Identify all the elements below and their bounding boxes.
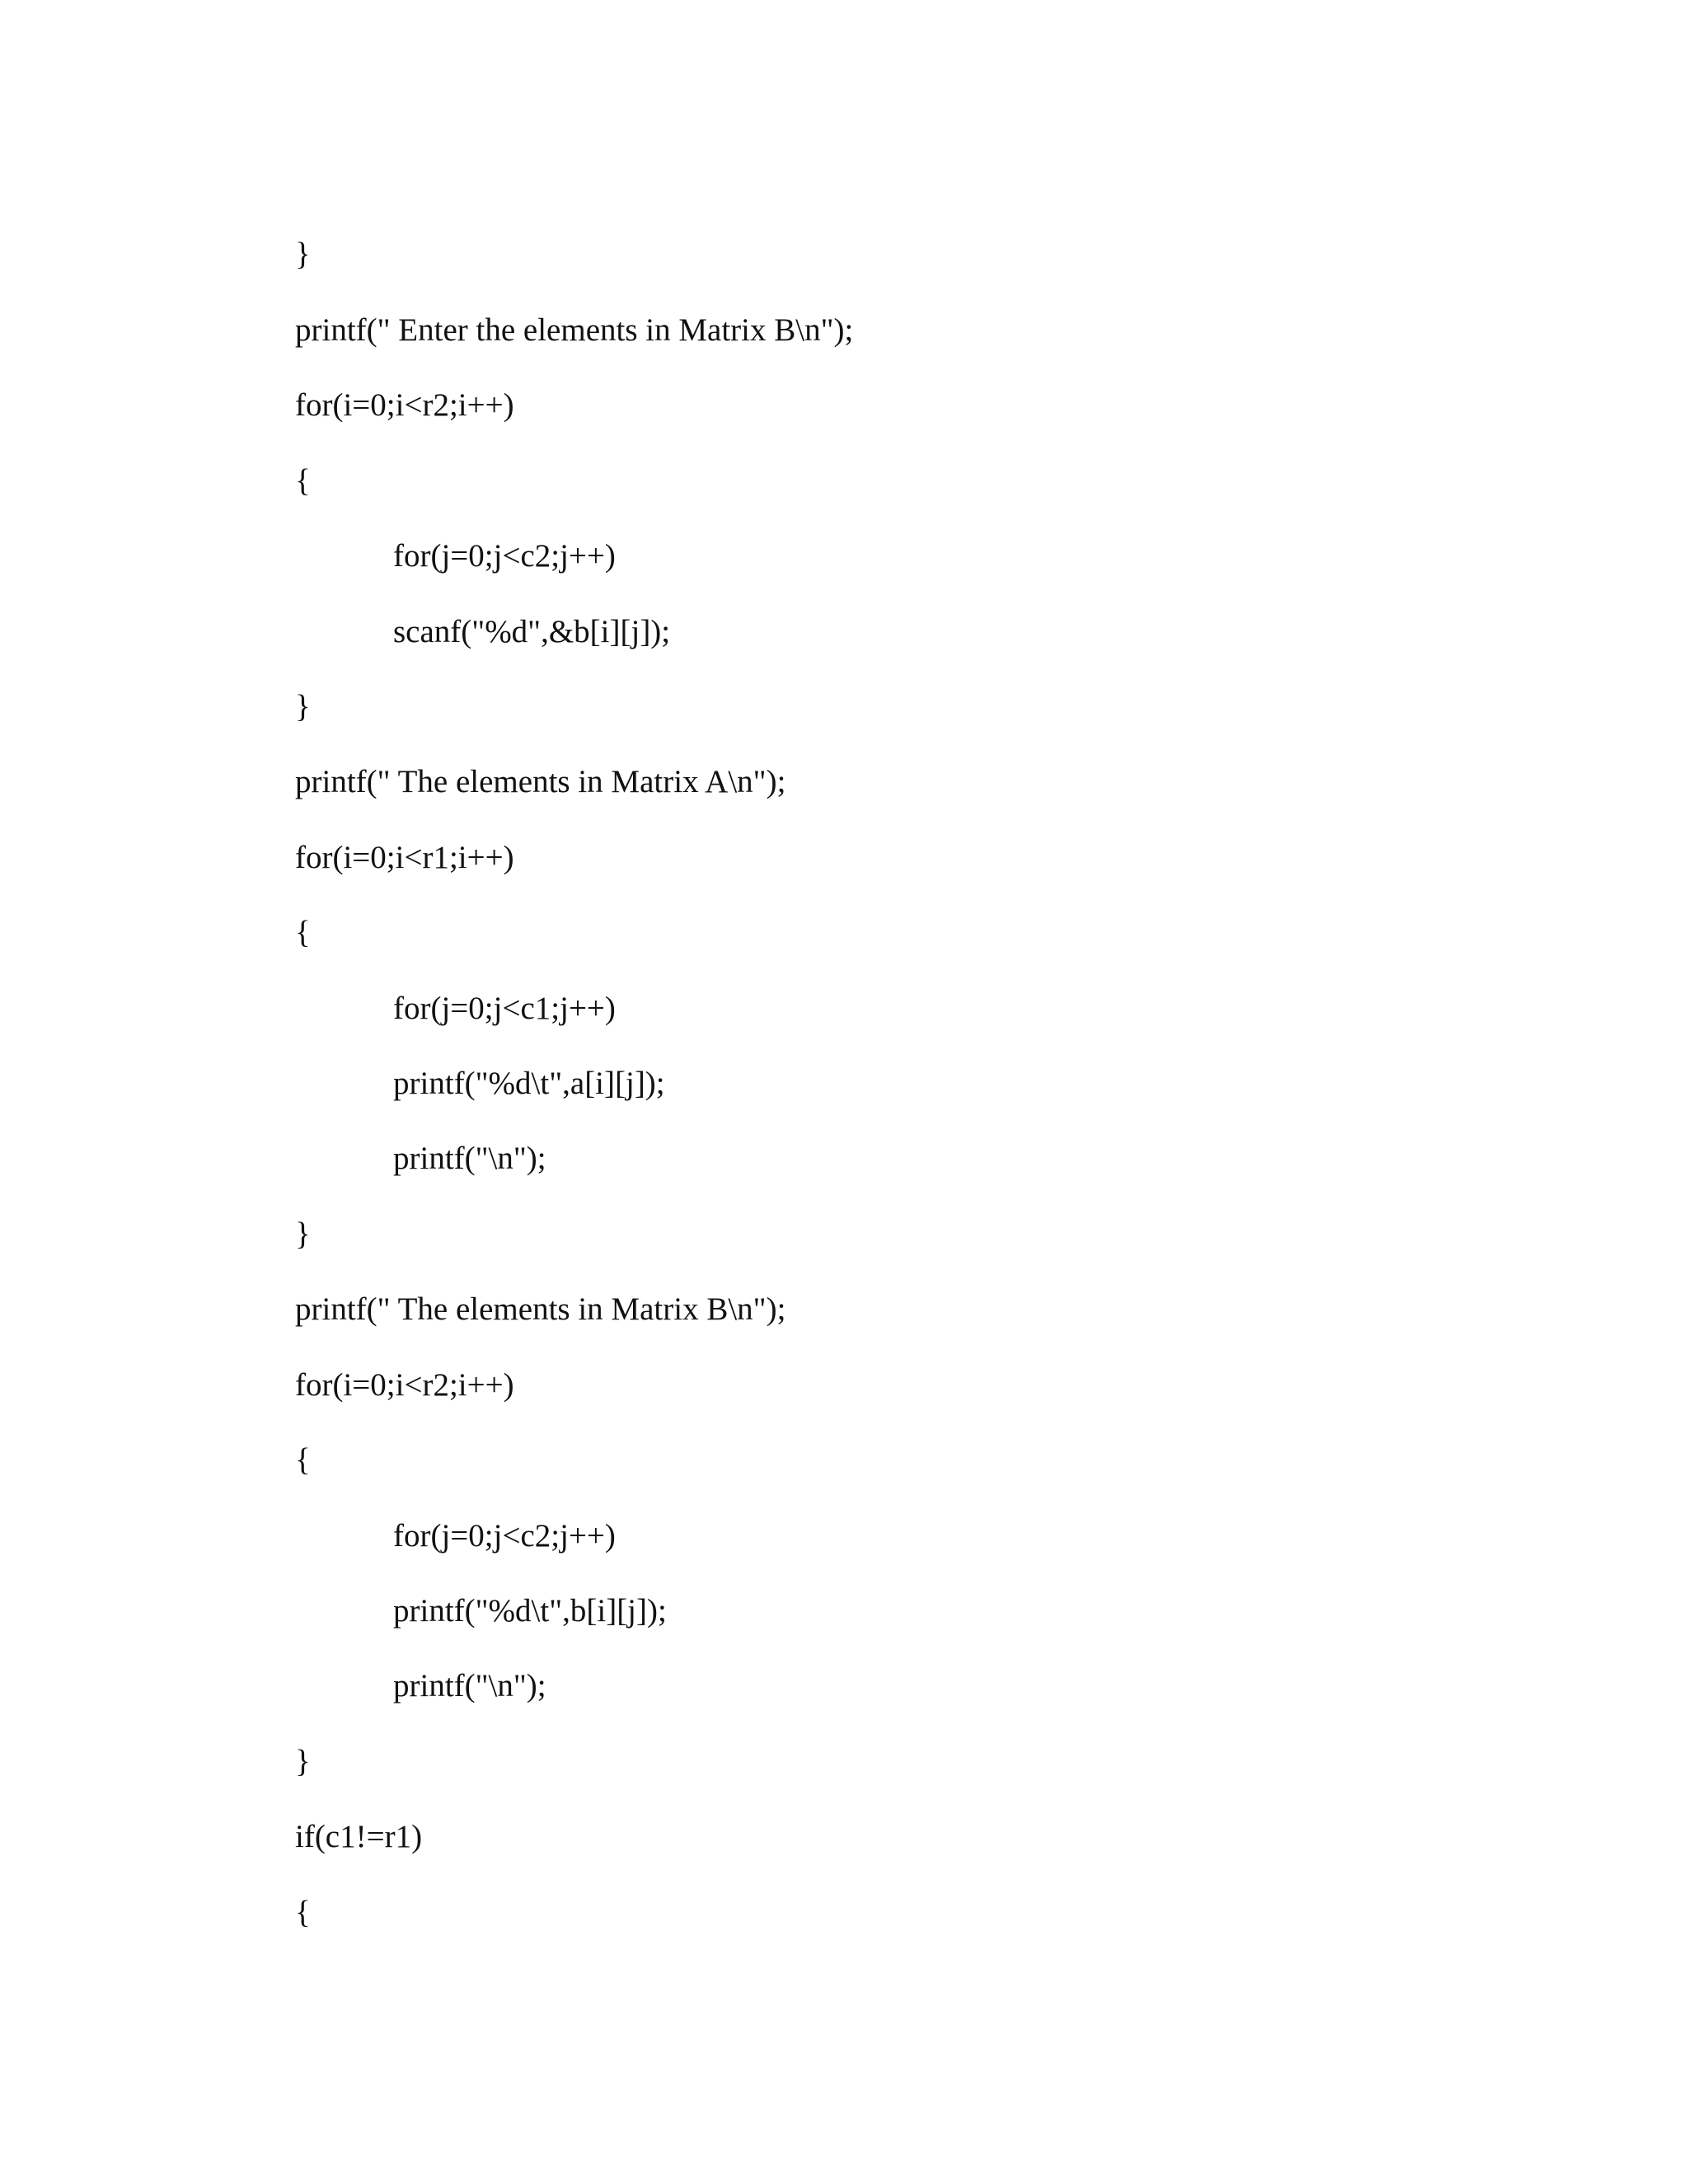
code-line: printf(" Enter the elements in Matrix B\n"); — [295, 312, 854, 348]
code-line: { — [295, 1895, 311, 1930]
code-line: for(i=0;i<r2;i++) — [295, 1367, 514, 1403]
code-line: printf("\n"); — [393, 1668, 546, 1704]
code-line: if(c1!=r1) — [295, 1819, 423, 1854]
code-line: for(i=0;i<r1;i++) — [295, 840, 514, 875]
code-line: for(j=0;j<c1;j++) — [393, 991, 616, 1026]
code-line: } — [295, 689, 311, 724]
code-line: } — [295, 1216, 311, 1252]
code-line: printf(" The elements in Matrix A\n"); — [295, 764, 786, 799]
code-line: printf("%d\t",a[i][j]); — [393, 1066, 665, 1101]
code-line: printf("%d\t",b[i][j]); — [393, 1593, 667, 1629]
code-line: for(j=0;j<c2;j++) — [393, 538, 616, 574]
code-line: } — [295, 237, 311, 272]
code-line: { — [295, 1442, 311, 1478]
code-line: } — [295, 1744, 311, 1779]
code-line: { — [295, 915, 311, 950]
code-line: for(j=0;j<c2;j++) — [393, 1518, 616, 1554]
code-line: printf("\n"); — [393, 1141, 546, 1176]
code-line: scanf("%d",&b[i][j]); — [393, 614, 671, 649]
code-line: { — [295, 463, 311, 499]
code-line: for(i=0;i<r2;i++) — [295, 387, 514, 423]
code-line: printf(" The elements in Matrix B\n"); — [295, 1291, 786, 1327]
